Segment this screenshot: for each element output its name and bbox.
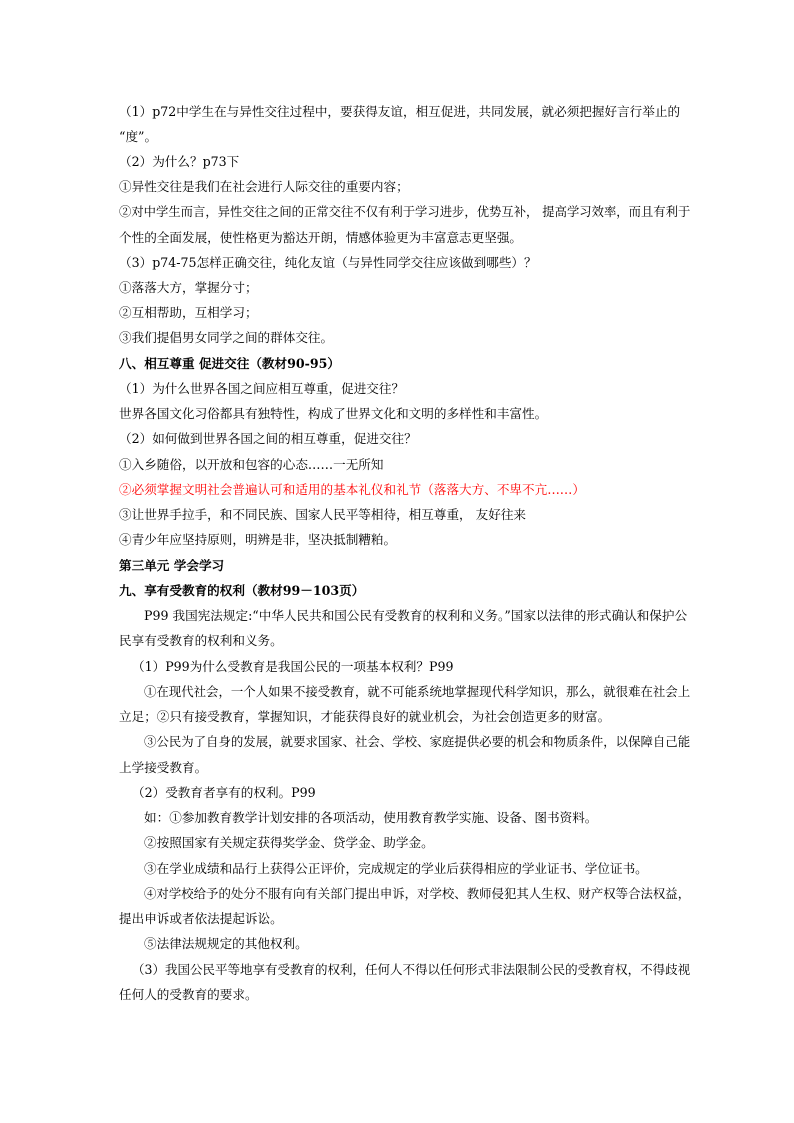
text-line: P99 我国宪法规定:“中华人民共和国公民有受教育的权利和义务。”国家以法律的形式确认和保护公 xyxy=(144,608,688,623)
section-heading: 八、相互尊重 促进交往（教材90-95） xyxy=(119,356,340,371)
text-line: 提出申诉或者依法提起诉讼。 xyxy=(119,911,283,926)
text-line: （2）为什么？p73下 xyxy=(119,154,240,169)
text-line: ②对中学生而言，异性交往之间的正常交往不仅有利于学习进步，优势互补， 提高学习效率，而且有利于 xyxy=(119,204,691,219)
highlighted-text-line: ②必须掌握文明社会普遍认可和适用的基本礼仪和礼节（落落大方、不卑不亢……） xyxy=(119,482,585,497)
text-line: ④青少年应坚持原则，明辨是非，坚决抵制糟粕。 xyxy=(119,532,397,547)
unit-heading: 第三单元 学会学习 xyxy=(119,558,225,573)
text-line: 世界各国文化习俗都具有独特性，构成了世界文化和文明的多样性和丰富性。 xyxy=(119,406,548,421)
text-line: ②互相帮助，互相学习； xyxy=(119,305,258,320)
text-line: （1）p72中学生在与异性交往过程中，要获得友谊，相互促进，共同发展，就必须把握好言行举止的 xyxy=(119,104,681,119)
text-line: 上学接受教育。 xyxy=(119,760,208,775)
text-line: ①落落大方，掌握分寸； xyxy=(119,280,258,295)
text-line: ③我们提倡男女同学之间的群体交往。 xyxy=(119,330,334,345)
text-line: （1）P99为什么受教育是我国公民的一项基本权利？P99 xyxy=(132,659,454,674)
text-line: ③在学业成绩和品行上获得公正评价，完成规定的学业后获得相应的学业证书、学位证书。 xyxy=(144,861,648,876)
text-line: ③让世界手拉手，和不同民族、国家人民平等相待，相互尊重， 友好往来 xyxy=(119,507,527,522)
text-line: （2）如何做到世界各国之间的相互尊重，促进交往？ xyxy=(119,431,417,446)
text-line: （3）我国公民平等地享有受教育的权利，任何人不得以任何形式非法限制公民的受教育权，不得歧视 xyxy=(132,962,691,977)
text-line: ①在现代社会，一个人如果不接受教育，就不可能系统地掌握现代科学知识，那么，就很难在社会上 xyxy=(144,684,691,699)
text-line: ⑤法律法规规定的其他权利。 xyxy=(144,936,308,951)
text-line: ③公民为了自身的发展，就要求国家、社会、学校、家庭提供必要的机会和物质条件，以保障自己能 xyxy=(144,734,691,749)
text-line: （1）为什么世界各国之间应相互尊重，促进交往？ xyxy=(119,381,405,396)
text-line: 立足；②只有接受教育，掌握知识，才能获得良好的就业机会，为社会创造更多的财富。 xyxy=(119,709,611,724)
text-line: 如：①参加教育教学计划安排的各项活动，使用教育教学实施、设备、图书资料。 xyxy=(144,810,598,825)
text-line: 任何人的受教育的要求。 xyxy=(119,987,258,1002)
text-line: ①异性交往是我们在社会进行人际交往的重要内容； xyxy=(119,179,409,194)
text-line: 民享有受教育的权利和义务。 xyxy=(119,633,283,648)
section-heading: 九、享有受教育的权利（教材99－103页） xyxy=(119,583,365,598)
text-line: （3）p74-75怎样正确交往，纯化友谊（与异性同学交往应该做到哪些）？ xyxy=(119,255,537,270)
text-line: ④对学校给予的处分不服有向有关部门提出申诉，对学校、教师侵犯其人生权、财产权等合法权益， xyxy=(144,886,691,901)
text-line: （2）受教育者享有的权利。P99 xyxy=(132,785,316,800)
text-line: ②按照国家有关规定获得奖学金、贷学金、助学金。 xyxy=(144,835,434,850)
text-line: ①入乡随俗，以开放和包容的心态……一无所知 xyxy=(119,457,384,472)
text-line: 个性的全面发展，使性格更为豁达开朗，情感体验更为丰富意志更坚强。 xyxy=(119,230,522,245)
text-line: “度”。 xyxy=(119,129,158,144)
